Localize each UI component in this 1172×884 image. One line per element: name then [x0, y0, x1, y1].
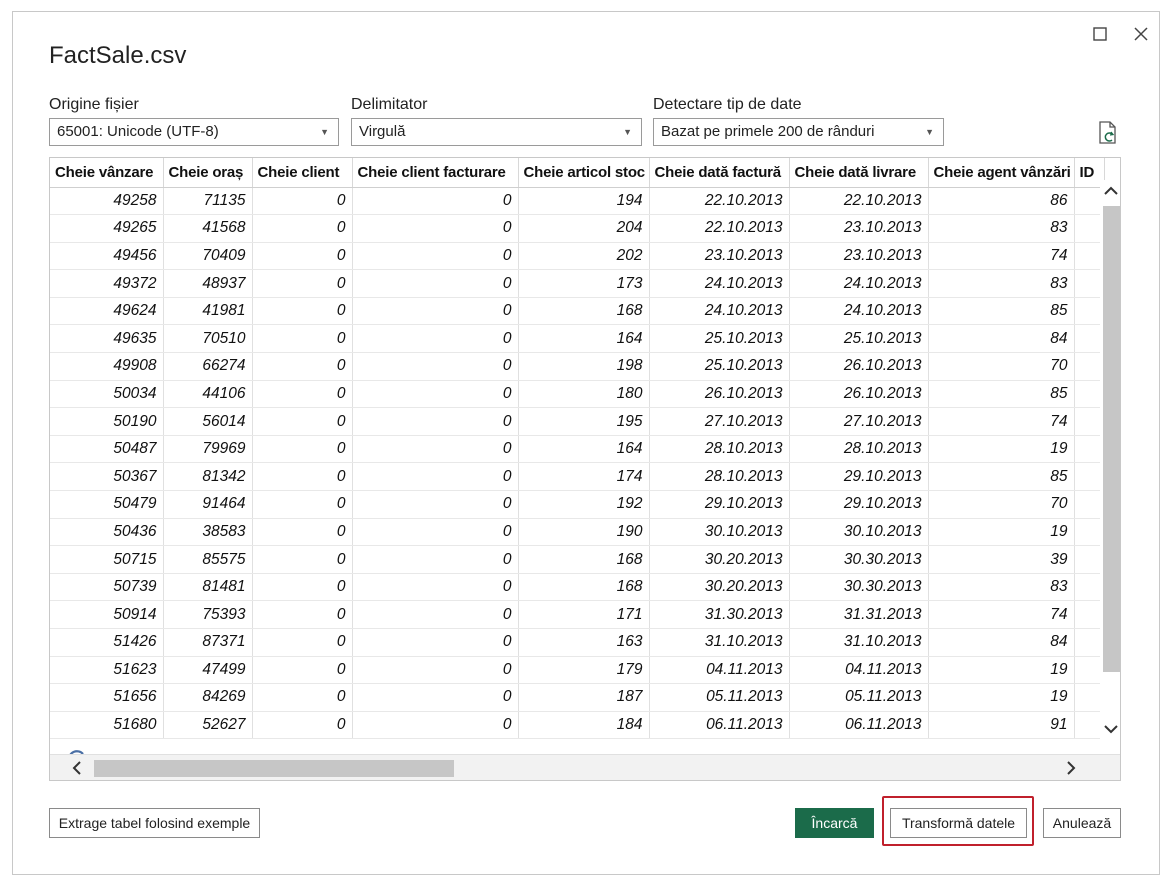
table-cell: 71135	[163, 187, 252, 215]
table-cell: 85	[928, 297, 1074, 325]
table-cell: 84	[928, 325, 1074, 353]
table-cell: 31.10.2013	[649, 629, 789, 657]
table-cell: 168	[518, 573, 649, 601]
table-cell: 168	[518, 546, 649, 574]
table-cell: 50739	[50, 573, 163, 601]
table-cell: 52627	[163, 711, 252, 739]
table-cell: 85	[928, 463, 1074, 491]
scroll-down-button[interactable]	[1103, 720, 1119, 738]
table-cell: 70	[928, 353, 1074, 381]
table-cell: 0	[252, 711, 352, 739]
table-cell: 192	[518, 491, 649, 519]
scroll-right-button[interactable]	[1062, 759, 1080, 777]
table-cell: 0	[352, 518, 518, 546]
table-cell: 0	[352, 656, 518, 684]
table-cell: 0	[352, 270, 518, 298]
table-cell: 0	[252, 408, 352, 436]
table-cell: 0	[352, 546, 518, 574]
table-cell: 28.10.2013	[649, 435, 789, 463]
table-cell: 0	[252, 297, 352, 325]
table-cell: 79969	[163, 435, 252, 463]
table-cell: 75393	[163, 601, 252, 629]
table-cell: 26.10.2013	[789, 353, 928, 381]
table-cell: 0	[252, 656, 352, 684]
table-cell: 163	[518, 629, 649, 657]
table-cell: 30.20.2013	[649, 546, 789, 574]
data-preview-grid[interactable]	[49, 157, 1121, 781]
table-cell: 83	[928, 215, 1074, 243]
table-cell: 41981	[163, 297, 252, 325]
table-cell: 91464	[163, 491, 252, 519]
scroll-left-button[interactable]	[68, 759, 86, 777]
table-cell: 83	[928, 573, 1074, 601]
table-cell: 74	[928, 242, 1074, 270]
table-cell: 195	[518, 408, 649, 436]
scroll-up-button[interactable]	[1103, 182, 1119, 200]
table-cell: 04.11.2013	[649, 656, 789, 684]
table-cell: 0	[352, 242, 518, 270]
table-cell: 171	[518, 601, 649, 629]
refresh-file-icon[interactable]	[1097, 121, 1119, 145]
table-cell: 19	[928, 684, 1074, 712]
table-cell: 51623	[50, 656, 163, 684]
table-cell: 23.10.2013	[789, 242, 928, 270]
table-cell: 204	[518, 215, 649, 243]
table-cell: 29.10.2013	[789, 491, 928, 519]
chevron-down-icon	[1104, 724, 1118, 734]
table-cell: 51656	[50, 684, 163, 712]
table-cell: 44106	[163, 380, 252, 408]
table-cell: 66274	[163, 353, 252, 381]
table-cell: 23.10.2013	[789, 215, 928, 243]
table-cell: 86	[928, 187, 1074, 215]
table-cell: 87371	[163, 629, 252, 657]
table-cell: 0	[252, 463, 352, 491]
table-cell: 31.10.2013	[789, 629, 928, 657]
table-cell: 27.10.2013	[649, 408, 789, 436]
table-cell: 50914	[50, 601, 163, 629]
table-cell: 0	[252, 573, 352, 601]
table-cell: 05.11.2013	[649, 684, 789, 712]
table-cell: 198	[518, 353, 649, 381]
table-row	[50, 463, 1104, 491]
type-detection-value: Bazat pe primele 200 de rânduri	[661, 123, 875, 140]
table-cell: 0	[352, 435, 518, 463]
table-cell: 0	[352, 353, 518, 381]
table-row	[50, 325, 1104, 353]
column-header[interactable]: Cheie client facturare	[352, 158, 518, 187]
table-cell: 0	[352, 297, 518, 325]
table-cell: 0	[252, 215, 352, 243]
table-cell: 174	[518, 463, 649, 491]
table-cell: 0	[352, 573, 518, 601]
table-cell: 49258	[50, 187, 163, 215]
table-cell: 49265	[50, 215, 163, 243]
table-row	[50, 491, 1104, 519]
table-row	[50, 215, 1104, 243]
table-cell: 50715	[50, 546, 163, 574]
table-cell: 19	[928, 435, 1074, 463]
table-cell: 28.10.2013	[789, 435, 928, 463]
table-cell: 194	[518, 187, 649, 215]
table-cell: 22.10.2013	[649, 215, 789, 243]
table-cell: 0	[352, 215, 518, 243]
horizontal-scroll-thumb[interactable]	[94, 760, 454, 777]
table-cell: 26.10.2013	[649, 380, 789, 408]
column-header[interactable]: ID	[1074, 158, 1104, 187]
table-cell: 50487	[50, 435, 163, 463]
table-cell: 0	[252, 435, 352, 463]
table-cell: 70409	[163, 242, 252, 270]
table-cell: 179	[518, 656, 649, 684]
table-cell: 0	[352, 684, 518, 712]
table-cell: 50479	[50, 491, 163, 519]
column-header[interactable]: Cheie oraș	[163, 158, 252, 187]
table-row	[50, 408, 1104, 436]
table-cell: 74	[928, 408, 1074, 436]
table-cell: 27.10.2013	[789, 408, 928, 436]
table-cell: 81342	[163, 463, 252, 491]
table-row	[50, 684, 1104, 712]
table-cell: 0	[252, 325, 352, 353]
table-cell: 0	[252, 684, 352, 712]
table-cell: 202	[518, 242, 649, 270]
column-header[interactable]: Cheie vânzare	[50, 158, 163, 187]
dialog-title: FactSale.csv	[49, 42, 187, 69]
table-cell: 0	[352, 187, 518, 215]
table-cell: 0	[252, 601, 352, 629]
table-cell: 24.10.2013	[649, 297, 789, 325]
table-row	[50, 656, 1104, 684]
file-origin-label: Origine fișier	[49, 96, 139, 113]
horizontal-scrollbar[interactable]	[50, 754, 1120, 780]
table-cell: 29.10.2013	[649, 491, 789, 519]
table-cell: 190	[518, 518, 649, 546]
table-cell: 74	[928, 601, 1074, 629]
table-cell: 0	[252, 546, 352, 574]
table-cell: 0	[252, 242, 352, 270]
table-cell: 30.10.2013	[789, 518, 928, 546]
table-cell: 0	[352, 601, 518, 629]
table-cell: 173	[518, 270, 649, 298]
table-cell: 184	[518, 711, 649, 739]
chevron-down-icon: ▼	[320, 127, 329, 137]
table-cell: 49624	[50, 297, 163, 325]
table-cell: 180	[518, 380, 649, 408]
table-body	[50, 187, 1104, 739]
chevron-down-icon: ▼	[623, 127, 632, 137]
table-cell: 38583	[163, 518, 252, 546]
table-cell: 06.11.2013	[649, 711, 789, 739]
table-cell: 06.11.2013	[789, 711, 928, 739]
chevron-right-icon	[1066, 761, 1076, 775]
table-row	[50, 601, 1104, 629]
table-cell: 30.30.2013	[789, 546, 928, 574]
table-cell: 22.10.2013	[649, 187, 789, 215]
table-cell: 05.11.2013	[789, 684, 928, 712]
table-cell: 85575	[163, 546, 252, 574]
file-origin-value: 65001: Unicode (UTF-8)	[57, 123, 219, 140]
table-cell: 50367	[50, 463, 163, 491]
table-cell: 39	[928, 546, 1074, 574]
table-cell: 0	[252, 187, 352, 215]
table-cell: 84269	[163, 684, 252, 712]
table-cell: 85	[928, 380, 1074, 408]
table-cell: 30.10.2013	[649, 518, 789, 546]
table-row	[50, 187, 1104, 215]
close-icon	[1133, 26, 1149, 42]
chevron-down-icon: ▼	[925, 127, 934, 137]
table-cell: 19	[928, 656, 1074, 684]
table-cell: 19	[928, 518, 1074, 546]
table-cell: 91	[928, 711, 1074, 739]
delimiter-label: Delimitator	[351, 96, 428, 113]
table-row	[50, 297, 1104, 325]
table-cell: 81481	[163, 573, 252, 601]
table-cell: 56014	[163, 408, 252, 436]
table-cell: 168	[518, 297, 649, 325]
file-origin-select[interactable]	[49, 118, 339, 146]
table-cell: 0	[352, 491, 518, 519]
transform-data-button[interactable]: Transformă datele	[890, 808, 1027, 838]
table-cell: 04.11.2013	[789, 656, 928, 684]
table-cell: 0	[252, 380, 352, 408]
table-row	[50, 270, 1104, 298]
table-header-row	[50, 158, 1104, 187]
table-cell: 24.10.2013	[789, 297, 928, 325]
table-row	[50, 380, 1104, 408]
table-cell: 0	[252, 491, 352, 519]
maximize-icon	[1093, 27, 1107, 41]
table-cell: 31.31.2013	[789, 601, 928, 629]
vertical-scroll-thumb[interactable]	[1103, 206, 1120, 672]
table-cell: 25.10.2013	[649, 325, 789, 353]
table-cell: 0	[252, 518, 352, 546]
table-cell: 164	[518, 325, 649, 353]
delimiter-select[interactable]	[351, 118, 642, 146]
table-cell: 49635	[50, 325, 163, 353]
table-cell: 25.10.2013	[649, 353, 789, 381]
table-cell: 0	[252, 629, 352, 657]
table-cell: 41568	[163, 215, 252, 243]
table-row	[50, 353, 1104, 381]
close-button[interactable]	[1126, 20, 1156, 48]
chevron-up-icon	[1104, 186, 1118, 196]
table-cell: 0	[352, 463, 518, 491]
table-cell: 49456	[50, 242, 163, 270]
vertical-scrollbar[interactable]	[1100, 180, 1120, 740]
table-row	[50, 629, 1104, 657]
cancel-button[interactable]: Anulează	[1043, 808, 1121, 838]
table-cell: 0	[352, 325, 518, 353]
table-row	[50, 546, 1104, 574]
table-cell: 51426	[50, 629, 163, 657]
table-cell: 30.20.2013	[649, 573, 789, 601]
extract-table-button[interactable]: Extrage tabel folosind exemple	[49, 808, 260, 838]
column-header[interactable]: Cheie dată livrare	[789, 158, 928, 187]
table-cell: 0	[352, 380, 518, 408]
table-cell: 29.10.2013	[789, 463, 928, 491]
table-cell: 49908	[50, 353, 163, 381]
table-cell: 70	[928, 491, 1074, 519]
table-cell: 83	[928, 270, 1074, 298]
column-header[interactable]: Cheie client	[252, 158, 352, 187]
table-cell: 0	[352, 629, 518, 657]
delimiter-value: Virgulă	[359, 123, 406, 140]
maximize-button[interactable]	[1085, 20, 1115, 48]
table-cell: 164	[518, 435, 649, 463]
table-cell: 31.30.2013	[649, 601, 789, 629]
table-cell: 50190	[50, 408, 163, 436]
load-button[interactable]: Încarcă	[795, 808, 874, 838]
table-cell: 0	[252, 270, 352, 298]
table-cell: 84	[928, 629, 1074, 657]
table-cell: 30.30.2013	[789, 573, 928, 601]
column-header[interactable]: Cheie dată factură	[649, 158, 789, 187]
table-row	[50, 435, 1104, 463]
table-row	[50, 518, 1104, 546]
table-cell: 23.10.2013	[649, 242, 789, 270]
table-cell: 48937	[163, 270, 252, 298]
table-cell: 0	[352, 711, 518, 739]
table-row	[50, 711, 1104, 739]
import-dialog	[12, 11, 1160, 875]
table-cell: 70510	[163, 325, 252, 353]
table-cell: 22.10.2013	[789, 187, 928, 215]
table-cell: 24.10.2013	[789, 270, 928, 298]
table-row	[50, 242, 1104, 270]
table-cell: 50436	[50, 518, 163, 546]
column-header[interactable]: Cheie agent vânzări	[928, 158, 1074, 187]
data-table	[50, 158, 1105, 739]
table-cell: 24.10.2013	[649, 270, 789, 298]
table-row	[50, 573, 1104, 601]
table-cell: 25.10.2013	[789, 325, 928, 353]
type-detection-select[interactable]	[653, 118, 944, 146]
table-cell: 49372	[50, 270, 163, 298]
table-cell: 50034	[50, 380, 163, 408]
column-header[interactable]: Cheie articol stoc	[518, 158, 649, 187]
table-cell: 0	[352, 408, 518, 436]
table-cell: 0	[252, 353, 352, 381]
table-cell: 26.10.2013	[789, 380, 928, 408]
table-cell: 28.10.2013	[649, 463, 789, 491]
table-cell: 51680	[50, 711, 163, 739]
table-cell: 47499	[163, 656, 252, 684]
type-detection-label: Detectare tip de date	[653, 96, 802, 113]
chevron-left-icon	[72, 761, 82, 775]
table-cell: 187	[518, 684, 649, 712]
